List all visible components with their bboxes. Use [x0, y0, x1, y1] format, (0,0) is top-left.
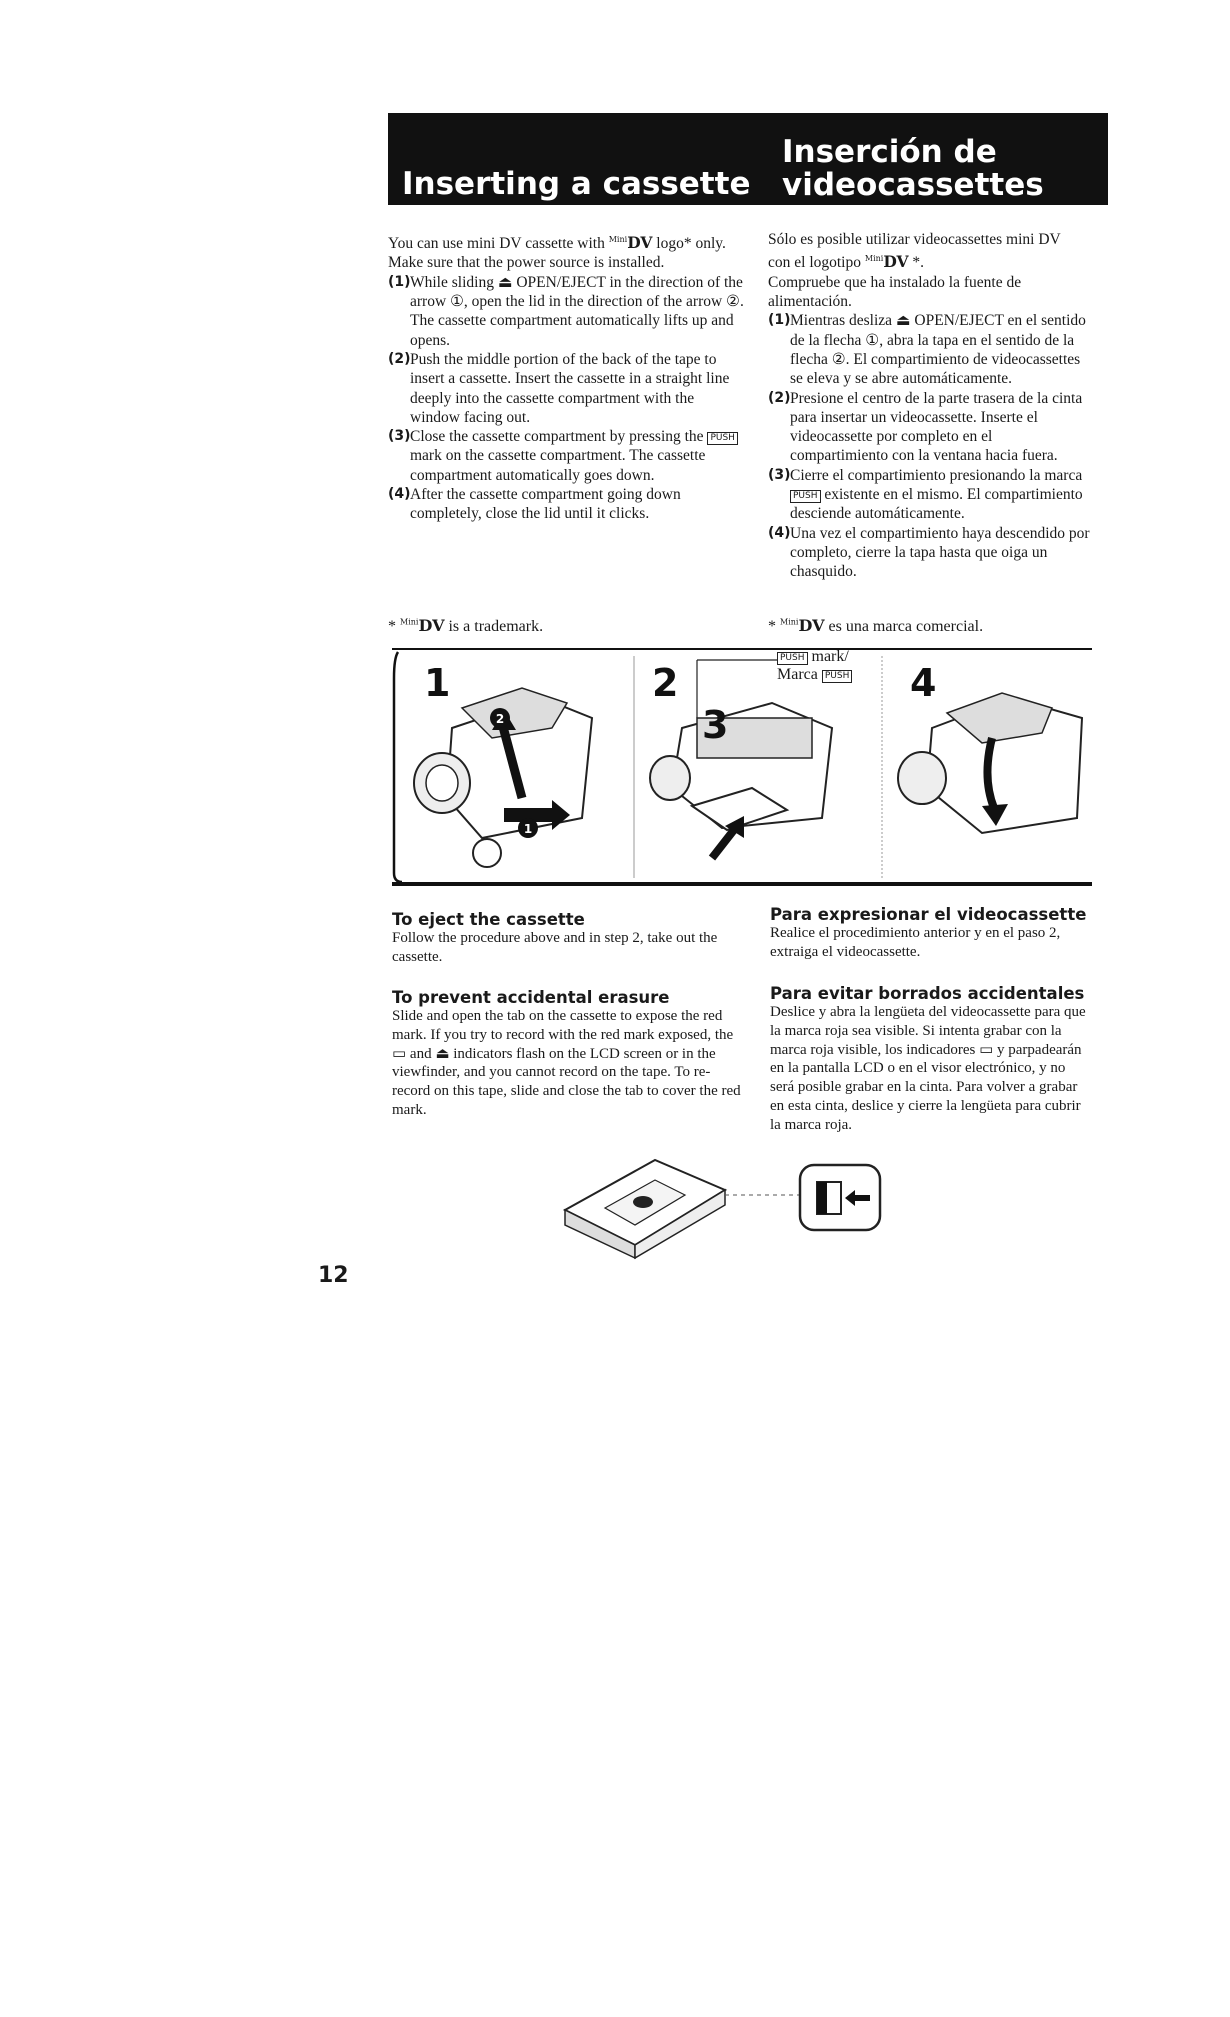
logo-dv: DV: [627, 233, 653, 253]
spanish-erasure-heading: Para evitar borrados accidentales: [770, 984, 1085, 1003]
figure-left-bracket: [394, 652, 402, 882]
spanish-step-1: [768, 311, 1090, 388]
mini-dv-logo: [865, 252, 909, 271]
english-eject-heading: To eject the cassette: [392, 910, 585, 929]
spanish-column: [768, 230, 1090, 582]
step-number: (2): [768, 389, 791, 406]
step-text: Una vez el compartimiento haya descendido por completo, cierre la tapa hasta que oiga un chasquido.: [790, 524, 1090, 581]
step-number: (4): [768, 524, 791, 541]
step-number: (1): [768, 312, 791, 329]
spanish-erasure-body: Deslice y abra la lengüeta del videocassette para que la marca roja sea visible. Si intenta grabar con la marca roja visible, los indicadores ▭ y parpadearán en la pantalla LCD o en el visor electrónico, y no será posible grabar en la cinta. Para volver a grabar en esta cinta, deslice y cierre la lengüeta para cubrir la marca roja.: [770, 1004, 1086, 1133]
step-number: (3): [388, 428, 411, 445]
cassette-icon: [565, 1160, 725, 1258]
english-erasure-heading: To prevent accidental erasure: [392, 988, 670, 1007]
english-step-3: [388, 427, 746, 485]
logo-dv: DV: [418, 616, 445, 635]
panel-4-number: 4: [910, 661, 937, 705]
spanish-power-note: Compruebe que ha instalado la fuente de alimentación.: [768, 273, 1022, 311]
english-step-2: [388, 350, 746, 427]
step-text-cont: existente en el mismo. El compartimiento desciende automáticamente.: [790, 486, 1083, 523]
english-intro: [388, 230, 746, 253]
english-step-4: [388, 485, 746, 524]
panel-3-number: 3: [702, 703, 729, 747]
push-mark: PUSH: [707, 432, 738, 445]
english-column: [388, 230, 746, 524]
push-mark: PUSH: [790, 490, 821, 503]
tab-closeup-icon: [800, 1165, 880, 1230]
step-number: (4): [388, 486, 411, 503]
english-step-1: [388, 273, 746, 350]
english-power-note: Make sure that the power source is installed.: [388, 254, 665, 272]
step-text: Mientras desliza ⏏ OPEN/EJECT en el sentido de la flecha ①, abra la tapa en el sentido de la flecha ②. El compartimiento de videocassettes se eleva y se abre automáticamente.: [790, 312, 1086, 388]
push-callout: [777, 648, 852, 684]
spanish-intro-text-2: con el logotipo: [768, 254, 861, 272]
camcorder-cassette-insert-icon: [650, 703, 832, 858]
english-trademark-note: [388, 616, 543, 636]
step-text: Push the middle portion of the back of the tape to insert a cassette. Insert the cassette in a straight line deeply into the cassette compartment with the window facing out.: [410, 350, 730, 426]
callout-es-text: Marca: [777, 666, 818, 683]
panel-2-number: 2: [652, 661, 679, 705]
logo-dv: DV: [798, 616, 825, 635]
english-eject-body: Follow the procedure above and in step 2, take out the cassette.: [392, 930, 718, 965]
spanish-intro-asterisk: *.: [912, 254, 925, 272]
arrow-1-label: 1: [523, 822, 533, 836]
spanish-eject-body: Realice el procedimiento anterior y en el paso 2, extraiga el videocassette.: [770, 925, 1061, 960]
mini-dv-logo: [609, 233, 653, 252]
english-intro-text: You can use mini DV cassette with: [388, 235, 605, 253]
camcorder-closing-icon: [898, 693, 1082, 833]
figure-illustration: [392, 648, 1092, 886]
spanish-step-2: [768, 389, 1090, 466]
step-number: (1): [388, 273, 411, 290]
arrow-2-label: 2: [495, 712, 505, 726]
asterisk: *: [388, 618, 396, 635]
cassette-insertion-figure: [392, 648, 1092, 886]
logo-dv: DV: [883, 252, 909, 272]
spanish-step-4: [768, 524, 1090, 582]
english-intro-only: only.: [695, 235, 726, 253]
spanish-intro-logo: [768, 249, 1090, 272]
logo-mini: Mini: [864, 254, 884, 264]
logo-mini: Mini: [400, 617, 419, 627]
spanish-erasure-section: [770, 984, 1090, 1135]
push-mark: PUSH: [822, 670, 853, 683]
english-erasure-section: [392, 988, 742, 1120]
title-english: Inserting a cassette: [402, 166, 751, 202]
title-spanish-line1: Inserción de: [782, 134, 997, 170]
step-text-cont: mark on the cassette compartment. The cassette compartment automatically goes down.: [410, 447, 706, 484]
mini-dv-logo: [780, 616, 824, 635]
push-mark: PUSH: [777, 652, 808, 665]
trademark-text: is a trademark.: [448, 618, 544, 635]
step-text: Close the cassette compartment by pressing the: [410, 428, 704, 446]
spanish-eject-section: [770, 905, 1090, 962]
english-eject-section: [392, 910, 742, 967]
step-number: (2): [388, 350, 411, 367]
panel-1-number: 1: [424, 661, 451, 705]
mini-dv-logo: [400, 616, 444, 635]
spanish-intro: [768, 230, 1090, 249]
title-spanish: [782, 136, 1044, 202]
step-text: Presione el centro de la parte trasera de la cinta para insertar un videocassette. Inserte el videocassette por completo en el compartimiento con la ventana hacia fuera.: [790, 389, 1083, 465]
spanish-step-3: [768, 466, 1090, 524]
asterisk: *: [768, 618, 776, 635]
step-text: Cierre el compartimiento presionando la marca: [790, 466, 1083, 484]
push-callout-es: [777, 666, 852, 684]
push-callout-en: [777, 648, 852, 666]
logo-mini: Mini: [608, 235, 628, 244]
title-spanish-line2: videocassettes: [782, 167, 1044, 203]
cassette-tab-illustration: [555, 1150, 915, 1260]
callout-en-text: mark/: [811, 648, 849, 665]
spanish-trademark-note: [768, 616, 983, 636]
step-number: (3): [768, 466, 791, 483]
logo-mini: Mini: [780, 617, 799, 627]
spanish-intro-text: Sólo es posible utilizar videocassettes mini DV: [768, 231, 1061, 248]
step-text: After the cassette compartment going down completely, close the lid until it clicks.: [410, 486, 681, 523]
step-text: While sliding ⏏ OPEN/EJECT in the direction of the arrow ①, open the lid in the direction of the arrow ②. The cassette compartment automatically lifts up and opens.: [410, 273, 744, 349]
trademark-text: es una marca comercial.: [828, 618, 984, 635]
spanish-eject-heading: Para expresionar el videocassette: [770, 905, 1087, 924]
english-erasure-body: Slide and open the tab on the cassette to expose the red mark. If you try to record with the red mark exposed, the ▭ and ⏏ indicators flash on the LCD screen or in the viewfinder, and you cannot record on the tape. To re-record on this tape, slide and close the tab to cover the red mark.: [392, 1008, 741, 1118]
english-intro-logo-word: logo*: [656, 235, 692, 253]
page-number: 12: [318, 1263, 349, 1288]
